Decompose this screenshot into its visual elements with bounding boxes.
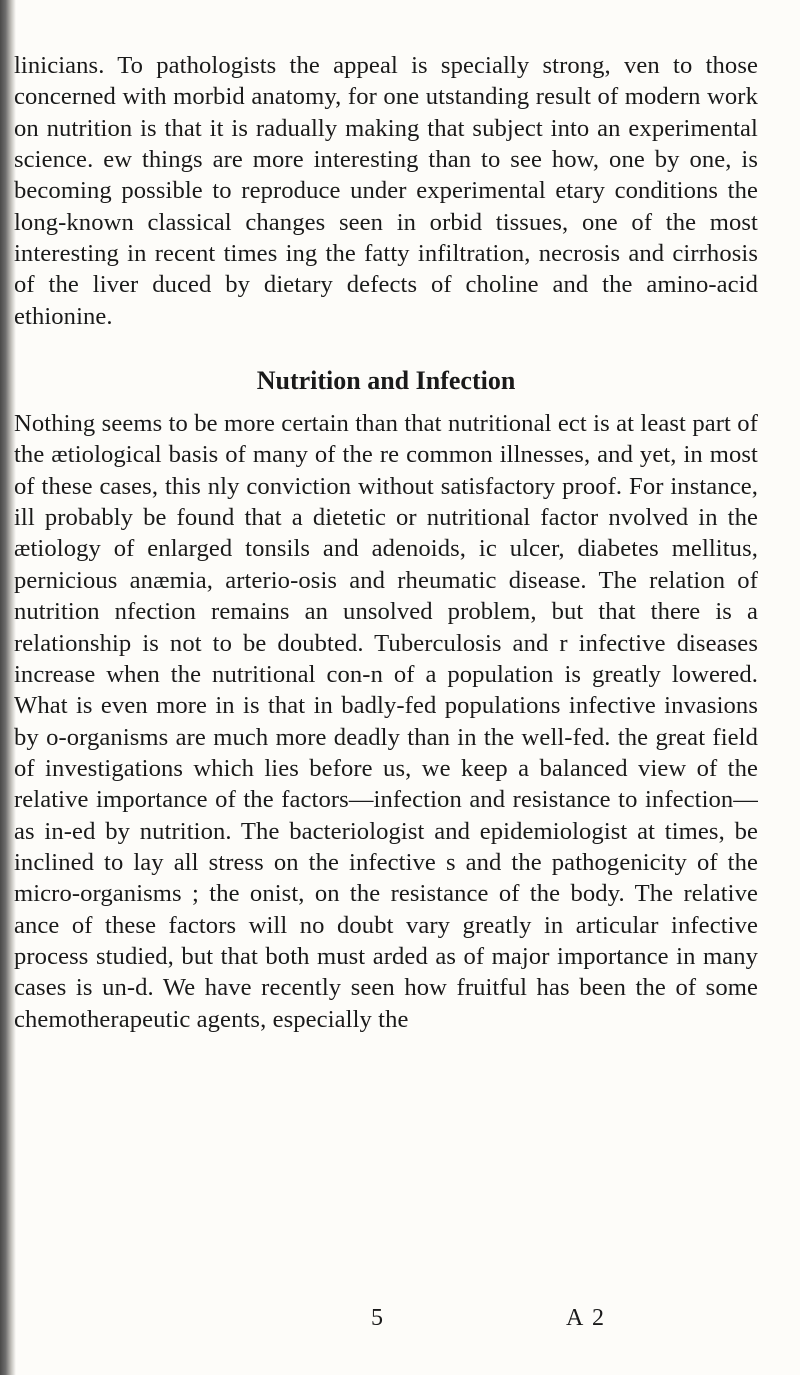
- signature-mark: A 2: [566, 1305, 607, 1331]
- page-number: 5: [371, 1305, 383, 1331]
- section-heading: Nutrition and Infection: [256, 366, 516, 396]
- body-paragraph-2: Nothing seems to be more certain than that nutritional ect is at least part of the ætiological basis of many of the re common illnesses, and yet, in most of these cases, this nly conviction without satisfactory proof. For instance, ill probably be found that a dietetic or nutritional factor nvolved in the ætiology of enlarged tonsils and adenoids, ic ulcer, diabetes mellitus, pernicious anæmia, arterio-osis and rheumatic disease. The relation of nutrition nfection remains an unsolved problem, but that there is a relationship is not to be doubted. Tuberculosis and r infective diseases increase when the nutritional con-n of a population is greatly lowered. What is even more in is that in badly-fed populations infective invasions by o-organisms are much more deadly than in the well-fed. the great field of investigations which lies before us, we keep a balanced view of the relative importance of the factors—infection and resistance to infection—as in-ed by nutrition. The bacteriologist and epidemiologist at times, be inclined to lay all stress on the infective s and the pathogenicity of the micro-organisms ; the onist, on the resistance of the body. The relative ance of these factors will no doubt vary greatly in articular infective process studied, but that both must arded as of major importance in many cases is un-d. We have recently seen how fruitful has been the of some chemotherapeutic agents, especially the: [14, 410, 758, 1033]
- page-footer: [0, 1305, 800, 1339]
- body-paragraph-1: linicians. To pathologists the appeal is specially strong, ven to those concerned with morbid anatomy, for one utstanding result of modern work on nutrition is that it is radually making that subject into an experimental science. ew things are more interesting than to see how, one by one, is becoming possible to reproduce under experimental etary conditions the long-known classical changes seen in orbid tissues, one of the most interesting in recent times ing the fatty infiltration, necrosis and cirrhosis of the liver duced by dietary defects of choline and the amino-acid ethionine.: [14, 52, 758, 330]
- document-page: [14, 50, 758, 1035]
